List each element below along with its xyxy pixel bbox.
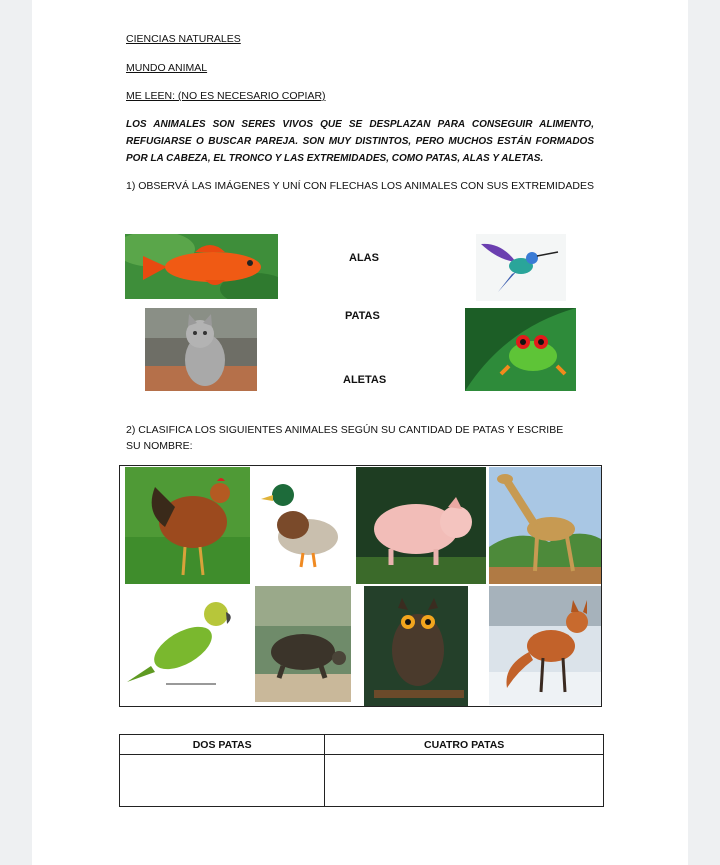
hummingbird-image bbox=[476, 234, 566, 301]
intro-paragraph: LOS ANIMALES SON SERES VIVOS QUE SE DESPLAZAN PARA CONSEGUIR ALIMENTO, REFUGIARSE O BUSCAR PAREJA. SON MUY DISTINTOS, PERO MUCHOS ESTÁN FORMADOS POR LA CABEZA, EL TRONCO Y LAS EXTREMIDADES, COMO PATAS, ALAS Y ALETAS. bbox=[126, 119, 594, 164]
hen-image bbox=[125, 467, 250, 584]
animals-grid bbox=[119, 465, 602, 707]
word-alas: ALAS bbox=[349, 252, 379, 264]
duck-image bbox=[253, 467, 353, 584]
word-patas: PATAS bbox=[345, 310, 380, 322]
header-two-legs: DOS PATAS bbox=[120, 735, 325, 755]
fox-image bbox=[489, 586, 601, 705]
two-legs-answer-cell[interactable] bbox=[120, 755, 325, 807]
goldfish-image bbox=[125, 234, 278, 299]
worksheet-page bbox=[32, 0, 688, 865]
parrot-image bbox=[121, 586, 249, 705]
read-note: ME LEEN: (NO ES NECESARIO COPIAR) bbox=[126, 90, 326, 102]
topic-title: MUNDO ANIMAL bbox=[126, 62, 208, 74]
pig-image bbox=[356, 467, 486, 584]
giraffe-image bbox=[489, 467, 601, 584]
header-four-legs: CUATRO PATAS bbox=[325, 735, 604, 755]
exercise2-instruction: 2) CLASIFICA LOS SIGUIENTES ANIMALES SEGÚN SU CANTIDAD DE PATAS Y ESCRIBE SU NOMBRE: bbox=[126, 424, 564, 452]
turtle-image bbox=[255, 586, 351, 702]
word-aletas: ALETAS bbox=[343, 374, 387, 386]
classification-table bbox=[119, 734, 604, 807]
subject-title: CIENCIAS NATURALES bbox=[126, 33, 241, 45]
frog-image bbox=[465, 308, 576, 391]
cat-image bbox=[145, 308, 257, 391]
four-legs-answer-cell[interactable] bbox=[325, 755, 604, 807]
owl-image bbox=[364, 586, 468, 706]
exercise1-instruction: 1) OBSERVÁ LAS IMÁGENES Y UNÍ CON FLECHAS LOS ANIMALES CON SUS EXTREMIDADES bbox=[126, 180, 594, 192]
